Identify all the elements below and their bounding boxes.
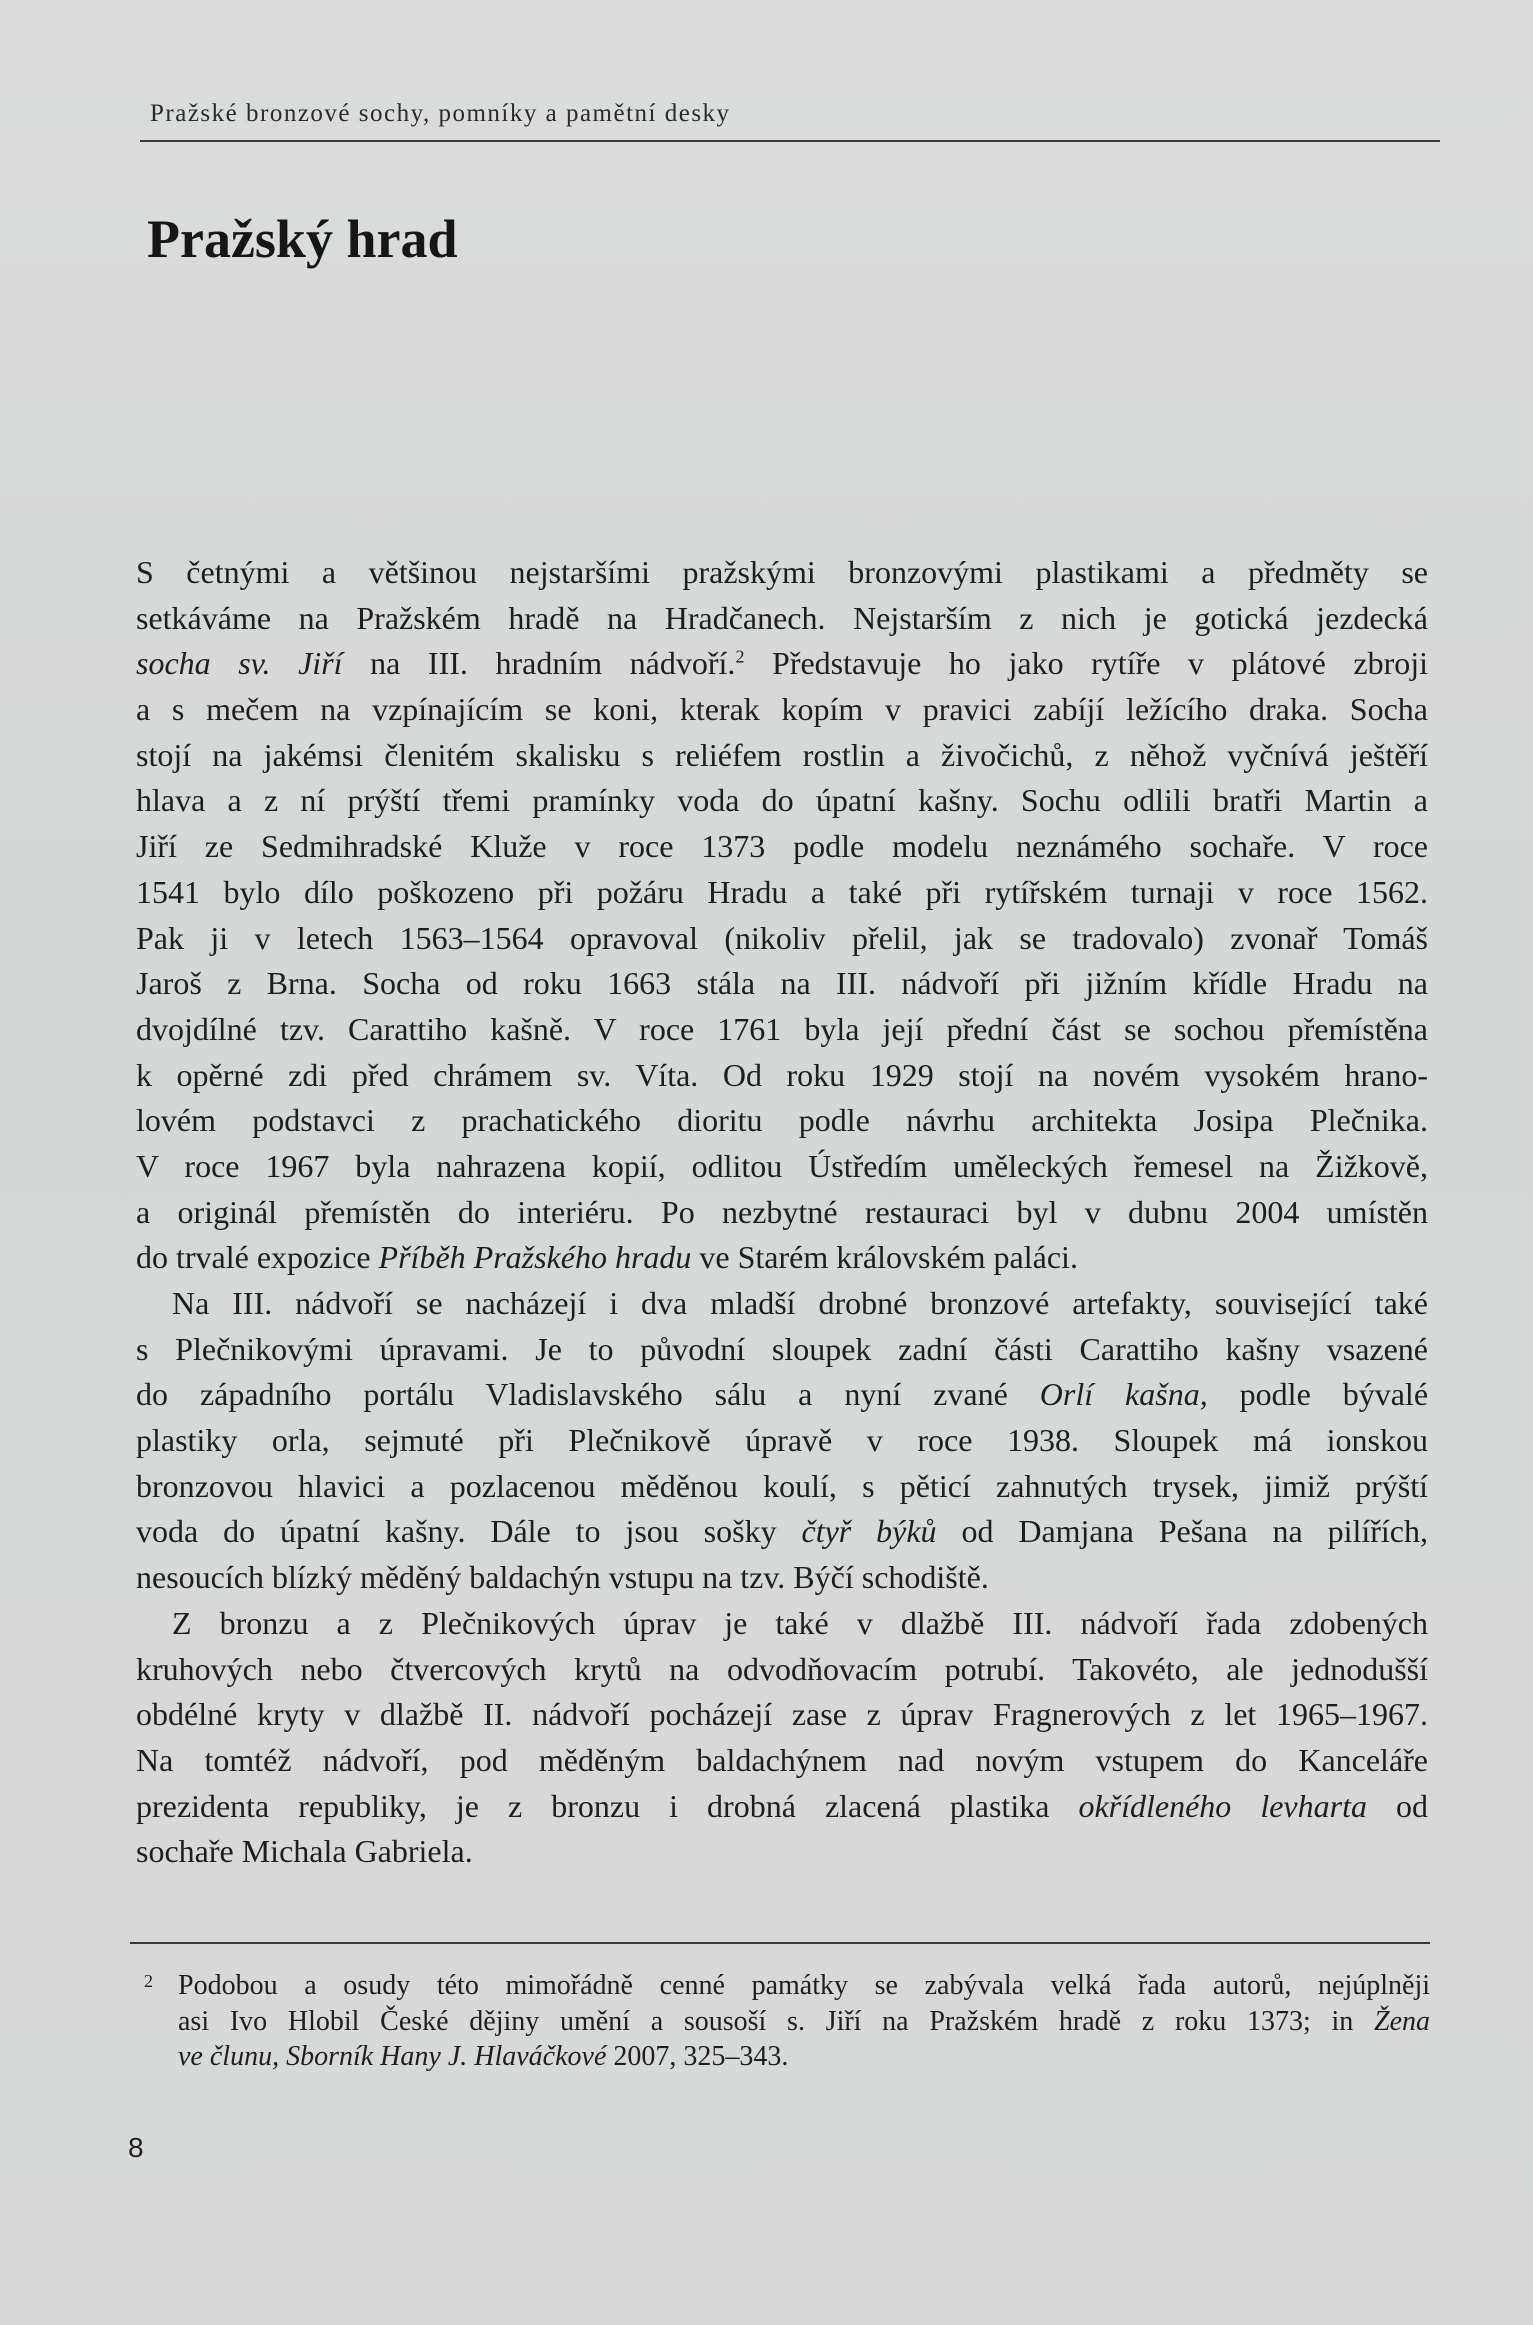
text-line: bronzovou hlavici a pozlacenou měděnou koulí, s pěticí zahnutých trysek, jimiž prýští	[136, 1467, 1428, 1504]
header-rule	[140, 140, 1440, 142]
italic-term: ve člunu, Sborník Hany J. Hlaváčkové	[178, 2041, 607, 2072]
italic-term: okřídleného levharta	[1078, 1787, 1367, 1824]
text-line: socha sv. Jiří na III. hradním nádvoří.$^2$ Představuje ho jako rytíře v plátové zbroji	[136, 645, 1429, 682]
footnote-ref: 2	[735, 646, 745, 667]
italic-term: Žena	[1374, 2005, 1430, 2037]
text-line: obdélné kryty v dlažbě II. nádvoří pocházejí zase z úprav Fragnerových z let 1965–1967.	[136, 1696, 1428, 1733]
text-line: do trvalé expozice Příběh Pražského hradu ve Starém královském paláci.	[136, 1239, 1078, 1276]
text-line: setkáváme na Pražském hradě na Hradčanech. Nejstarším z nich je gotická jezdecká	[136, 599, 1428, 636]
text-line: V roce 1967 byla nahrazena kopií, odlitou Ústředím uměleckých řemesel na Žižkově,	[136, 1147, 1428, 1184]
footnote-line: ve člunu, Sborník Hany J. Hlaváčkové 2007, 325–343.	[178, 2041, 789, 2072]
chapter-title: Pražský hrad	[147, 209, 458, 269]
page-number: 8	[128, 2132, 144, 2163]
text-line: kruhových nebo čtvercových krytů na odvodňovacím potrubí. Takovéto, ale jednodušší	[136, 1650, 1428, 1687]
text-line: do západního portálu Vladislavského sálu a nyní zvané Orlí kašna, podle bývalé	[136, 1376, 1429, 1413]
text-line: a originál přemístěn do interiéru. Po nezbytné restauraci byl v dubnu 2004 umístěn	[136, 1193, 1428, 1230]
footnote	[140, 1968, 1430, 2075]
paragraph	[136, 1601, 1428, 1875]
text-line: stojí na jakémsi členitém skalisku s reliéfem rostlin a živočichů, z něhož vyčnívá ještěří	[136, 736, 1428, 773]
text-line: voda do úpatní kašny. Dále to jsou sošky čtyř býků od Damjana Pešana na pilířích,	[136, 1513, 1429, 1550]
text-line: k opěrné zdi před chrámem sv. Víta. Od roku 1929 stojí na novém vysokém hrano-	[136, 1056, 1428, 1093]
text-line: Z bronzu a z Plečnikových úprav je také v dlažbě III. nádvoří řada zdobených	[172, 1604, 1428, 1641]
footnote-line: Podobou a osudy této mimořádně cenné památky se zabývala velká řada autorů, nejúplněji	[178, 1970, 1430, 2001]
footnote-line: asi Ivo Hlobil České dějiny umění a sousoší s. Jiří na Pražském hradě z roku 1373; in Žena	[178, 2005, 1430, 2037]
text-line: s Plečnikovými úpravami. Je to původní sloupek zadní části Carattiho kašny vsazené	[136, 1330, 1428, 1367]
text-line: 1541 bylo dílo poškozeno při požáru Hradu a také při rytířském turnaji v roce 1562.	[136, 873, 1428, 910]
text-line: Na III. nádvoří se nacházejí i dva mladší drobné bronzové artefakty, související také	[172, 1285, 1428, 1321]
text-line: S četnými a většinou nejstaršími pražskými bronzovými plastikami a předměty se	[136, 554, 1428, 590]
paragraph	[136, 1281, 1428, 1601]
italic-term: socha sv. Jiří	[136, 645, 343, 682]
text-line: Jiří ze Sedmihradské Kluže v roce 1373 podle modelu neznámého sochaře. V roce	[136, 828, 1428, 865]
text-line: Pak ji v letech 1563–1564 opravoval (nikoliv přelil, jak se tradovalo) zvonař Tomáš	[136, 919, 1428, 956]
text-line: Jaroš z Brna. Socha od roku 1663 stála na III. nádvoří při jižním křídle Hradu na	[136, 965, 1428, 1002]
text-line: hlava a z ní prýští třemi pramínky voda do úpatní kašny. Sochu odlili bratři Martin a	[136, 782, 1428, 819]
text-line: plastiky orla, sejmuté při Plečnikově úpravě v roce 1938. Sloupek má ionskou	[136, 1422, 1428, 1459]
text-line: dvojdílné tzv. Carattiho kašně. V roce 1761 byla její přední část se sochou přemístěna	[136, 1010, 1428, 1047]
body-text	[136, 550, 1428, 1875]
text-line: lovém podstavci z prachatického dioritu podle návrhu architekta Josipa Plečnika.	[136, 1102, 1428, 1139]
text-line: nesoucích blízký měděný baldachýn vstupu na tzv. Býčí schodiště.	[136, 1559, 989, 1596]
paragraph	[136, 550, 1428, 1281]
italic-term: čtyř býků	[801, 1513, 937, 1550]
text-line: Na tomtéž nádvoří, pod měděným baldachýnem nad novým vstupem do Kanceláře	[136, 1741, 1428, 1778]
text-line: sochaře Michala Gabriela.	[136, 1833, 473, 1870]
italic-term: Příběh Pražského hradu	[378, 1239, 692, 1276]
text-line: prezidenta republiky, je z bronzu i drobná zlacená plastika okřídleného levharta od	[136, 1787, 1429, 1824]
footnote-number: 2	[144, 1971, 153, 1991]
text-line: a s mečem na vzpínajícím se koni, kterak kopím v pravici zabíjí ležícího draka. Socha	[136, 691, 1428, 728]
footnote-rule	[130, 1942, 1430, 1944]
running-head: Pražské bronzové sochy, pomníky a pamětní desky	[150, 100, 731, 127]
italic-term: Orlí kašna,	[1039, 1376, 1208, 1413]
